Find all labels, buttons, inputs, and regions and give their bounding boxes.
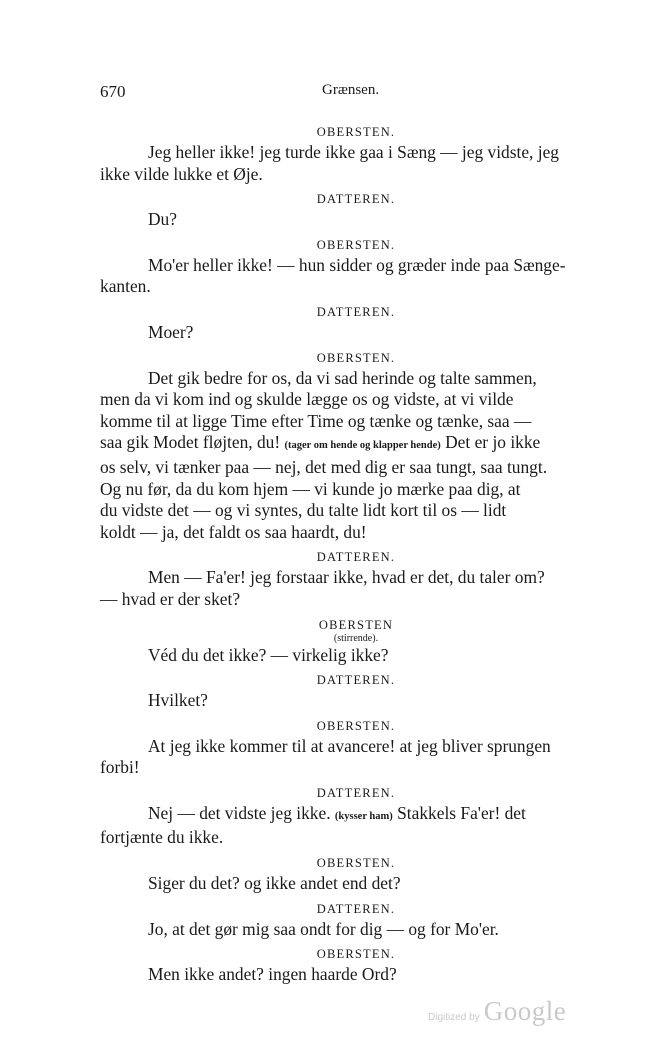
stage-direction: (stirrende). [333, 632, 379, 644]
line-text: koldt — ja, det faldt os saa haardt, du! [100, 521, 367, 542]
line-text: fortjænte du ikke. [100, 827, 224, 848]
line-text: Jo, at det gør mig saa ondt for dig — og for Mo'er. [148, 918, 499, 939]
line-text: Og nu før, da du kom hjem — vi kunde jo mærke paa dig, at [100, 478, 521, 499]
speech [100, 736, 612, 779]
speech [100, 690, 612, 712]
page-header [100, 82, 605, 104]
speech-line [100, 757, 612, 779]
speech-line [100, 432, 612, 457]
speaker-name: OBERSTEN. [316, 856, 396, 871]
line-text: Nej — det vidste jeg ikke. [148, 802, 331, 823]
speech [100, 209, 612, 231]
line-text: Siger du det? og ikke andet end det? [148, 873, 401, 894]
line-text: Stakkels Fa'er! det [397, 802, 526, 823]
speech-line [100, 322, 612, 344]
speech-line [100, 500, 612, 522]
speech-line [100, 411, 612, 433]
speech-line [100, 964, 612, 986]
speaker-name: OBERSTEN. [316, 350, 396, 365]
speaker-name: OBERSTEN. [316, 947, 396, 962]
line-text: men da vi kom ind og skulde lægge os og vidste, at vi vilde [100, 389, 514, 410]
speaker-name: DATTEREN. [316, 785, 396, 800]
speech-line [100, 276, 612, 298]
speech-line [100, 457, 612, 479]
line-text: Véd du det ikke? — virkelig ikke? [148, 644, 389, 665]
speech [100, 645, 612, 667]
speech-line [100, 164, 612, 186]
speaker-name: DATTEREN. [316, 901, 396, 916]
line-text: — hvad er der sket? [100, 588, 241, 609]
line-text: At jeg ikke kommer til at avancere! at jeg bliver sprungen [148, 735, 551, 756]
speech-line [100, 873, 612, 895]
line-text: Mo'er heller ikke! — hun sidder og græder inde paa Sænge- [148, 254, 566, 275]
speech-line [100, 589, 612, 611]
speaker-name: OBERSTEN. [316, 125, 396, 139]
speech [100, 368, 612, 544]
speech [100, 322, 612, 344]
speech-line [100, 803, 612, 828]
line-text: ikke vilde lukke et Øje. [100, 163, 263, 184]
line-text: Jeg heller ikke! jeg turde ikke gaa i Sæng — jeg vidste, jeg [148, 142, 559, 162]
running-title: Grænsen. [322, 82, 380, 98]
speech-line [100, 919, 612, 941]
speech [100, 873, 612, 895]
speech-line [100, 479, 612, 501]
stage-direction: (tager om hende og klapper hende) [284, 440, 441, 452]
speaker-name: OBERSTEN [318, 617, 394, 632]
line-text: Hvilket? [148, 690, 208, 711]
speaker-name: DATTEREN. [316, 192, 396, 207]
speech [100, 919, 612, 941]
speaker-name: DATTEREN. [316, 304, 396, 319]
speech [100, 964, 612, 986]
speaker-name: DATTEREN. [316, 673, 396, 688]
speech [100, 142, 612, 185]
speech-line [100, 522, 612, 544]
speech-line [100, 567, 612, 589]
line-text: Moer? [148, 321, 194, 342]
speech-line [100, 645, 612, 667]
speech-line [100, 690, 612, 712]
line-text: komme til at ligge Time efter Time og tænke og tænke, saa — [100, 410, 532, 431]
speech [100, 803, 612, 849]
speech-line [100, 736, 612, 758]
line-text: os selv, vi tænker paa — nej, det med dig er saa tungt, saa tungt. [100, 456, 548, 477]
line-text: forbi! [100, 757, 140, 778]
line-text: kanten. [100, 276, 151, 297]
line-text: Det er jo ikke [445, 432, 541, 453]
speech-line [100, 389, 612, 411]
page-number: 670 [100, 82, 126, 101]
line-text: Det gik bedre for os, da vi sad herinde og talte sammen, [148, 367, 537, 388]
speech-line [100, 368, 612, 390]
google-logo: Google [483, 996, 567, 1026]
line-text: Men — Fa'er! jeg forstaar ikke, hvad er det, du taler om? [148, 567, 545, 588]
speaker-name: DATTEREN. [316, 550, 396, 565]
line-text: du vidste det — og vi syntes, du talte lidt kort til os — lidt [100, 500, 507, 521]
speech-line [100, 142, 612, 164]
play-text [100, 118, 612, 986]
speech [100, 567, 612, 610]
line-text: saa gik Modet fløjten, du! [100, 432, 281, 453]
speech [100, 255, 612, 298]
speech-line [100, 827, 612, 849]
speech-line [100, 255, 612, 277]
line-text: Men ikke andet? ingen haarde Ord? [148, 964, 397, 985]
digitized-label: Digitized by [428, 1012, 480, 1023]
speaker-name: OBERSTEN. [316, 237, 396, 252]
speaker-name: OBERSTEN. [316, 718, 396, 733]
digitized-watermark [428, 996, 566, 1027]
stage-direction: (kysser ham) [334, 810, 393, 822]
line-text: Du? [148, 209, 177, 230]
speech-line [100, 209, 612, 231]
